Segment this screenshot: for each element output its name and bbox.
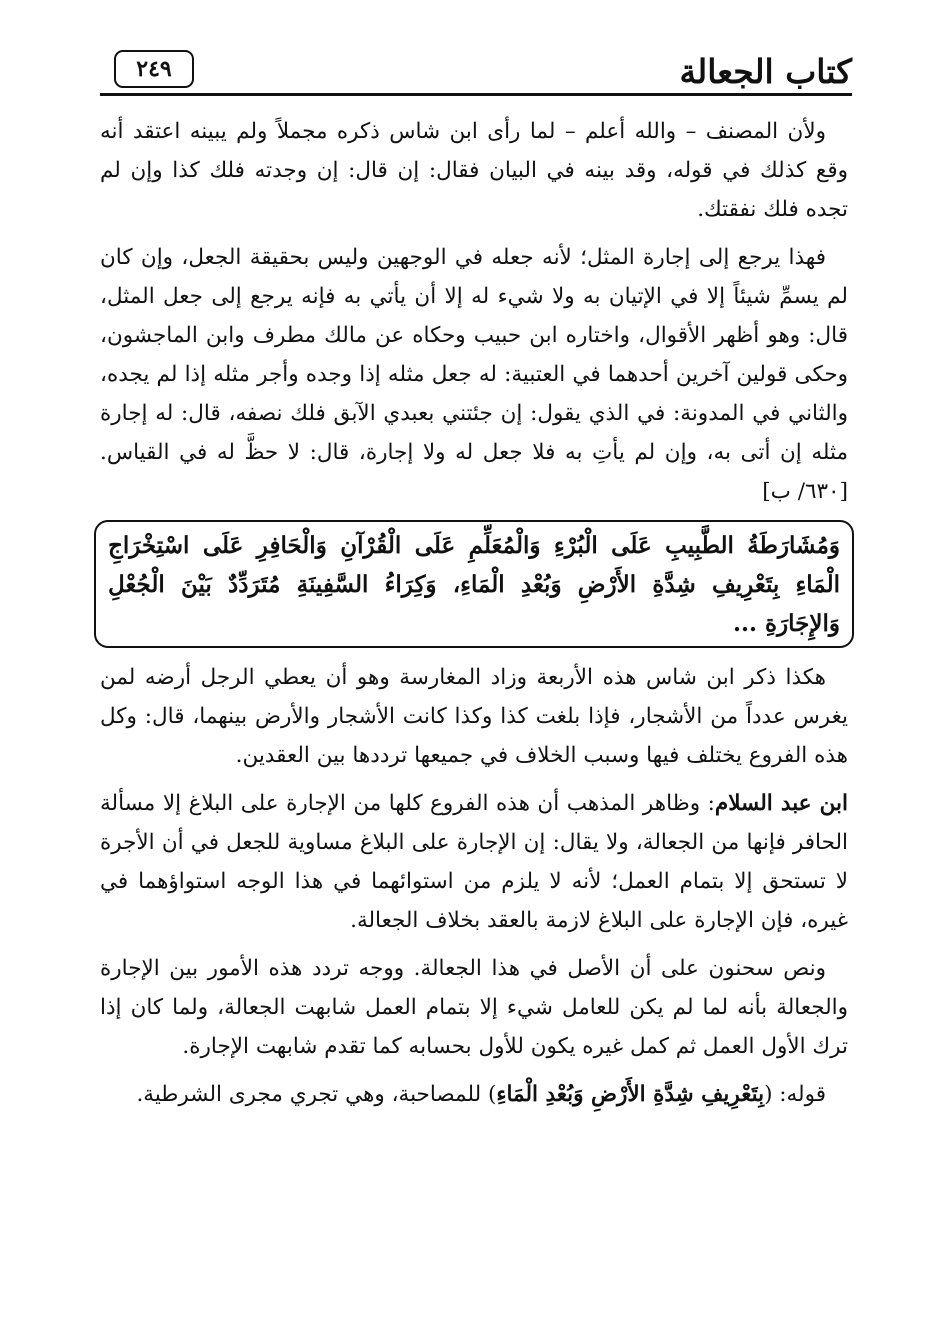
- paragraph-4-body: : وظاهر المذهب أن هذه الفروع كلها من الإجارة على البلاغ إلا مسألة الحافر فإنها من الجعالة، ولا يقال: إن الإجارة على البلاغ مساوية للجعل في أن الأجرة لا تستحق إلا بتمام العمل؛ لأنه لا يلزم من استوائهما في هذا الوجه استواؤهما في غيره، فإن الإجارة على البلاغ لازمة بالعقد بخلاف الجعالة.: [100, 791, 848, 933]
- paragraph-3: هكذا ذكر ابن شاس هذه الأربعة وزاد المغارسة وهو أن يعطي الرجل أرضه لمن يغرس عدداً من الأشجار، فإذا بلغت كذا وكذا كانت الأشجار والأرض بينهما، قال: وكل هذه الفروع يختلف فيها وسبب الخلاف في جميعها ترددها بين العقدين.: [100, 665, 848, 768]
- quote-suffix: ) للمصاحبة، وهي تجري مجرى الشرطية.: [136, 1082, 497, 1107]
- header-rule: [100, 93, 852, 96]
- page-number: ٢٤٩: [114, 50, 194, 88]
- book-title: كتاب الجعالة: [679, 52, 852, 91]
- paragraph-5: ونص سحنون على أن الأصل في هذا الجعالة. ووجه تردد هذه الأمور بين الإجارة والجعالة بأنه لما لم يكن للعامل شيء إلا بتمام العمل شابهت الجعالة، ولما كان إذا ترك الأول العمل ثم كمل غيره يكون للأول بحسابه كما تقدم شابهت الإجارة.: [100, 956, 848, 1059]
- page-header: [100, 50, 852, 98]
- paragraph-1: ولأن المصنف – والله أعلم – لما رأى ابن شاس ذكره مجملاً ولم يبينه اعتقد أنه وقع كذلك في قوله، وقد بينه في البيان فقال: إن قال: إن وجدته فلك كذا وإن لم تجده فلك نفقتك.: [100, 119, 848, 222]
- page-content: [100, 112, 848, 1123]
- quoted-matn: بِتَعْرِيفِ شِدَّةِ الأَرْضِ وَبُعْدِ الْمَاءِ: [496, 1082, 765, 1107]
- speaker-name: ابن عبد السلام: [714, 791, 848, 816]
- matn-text-box: وَمُشَارَطَةُ الطَّبِيبِ عَلَى الْبُرْءِ وَالْمُعَلِّمِ عَلَى الْقُرْآنِ وَالْحَافِرِ عَلَى اسْتِخْرَاجِ الْمَاءِ بِتَعْرِيفِ شِدَّةِ الأَرْضِ وَبُعْدِ الْمَاءِ، وَكِرَاءُ السَّفِينَةِ مُتَرَدِّدٌ بَيْنَ الْجُعْلِ وَالإِجَارَةِ ...: [94, 520, 854, 648]
- paragraph-2: فهذا يرجع إلى إجارة المثل؛ لأنه جعله في الوجهين وليس بحقيقة الجعل، وإن كان لم يسمِّ شيئاً إلا في الإتيان به ولا شيء له إلا أن يأتي به فإنه يرجع إلى جعل المثل، قال: وهو أظهر الأقوال، واختاره ابن حبيب وحكاه عن مالك مطرف وابن الماجشون، وحكى قولين آخرين أحدهما في العتبية: له جعل مثله إذا وجده وأجر مثله إذا لم يجده، والثاني في المدونة: في الذي يقول: إن جئتني بعبدي الآبق فلك نصفه، قال: له إجارة مثله إن أتى به، وإن لم يأتِ به فلا جعل له ولا إجارة، قال: لا حظَّ له في القياس. [٦٣٠/ ب]: [100, 245, 848, 504]
- paragraph-6: [100, 1075, 848, 1114]
- quote-prefix: قوله: (: [764, 1082, 826, 1107]
- paragraph-4: [100, 784, 848, 940]
